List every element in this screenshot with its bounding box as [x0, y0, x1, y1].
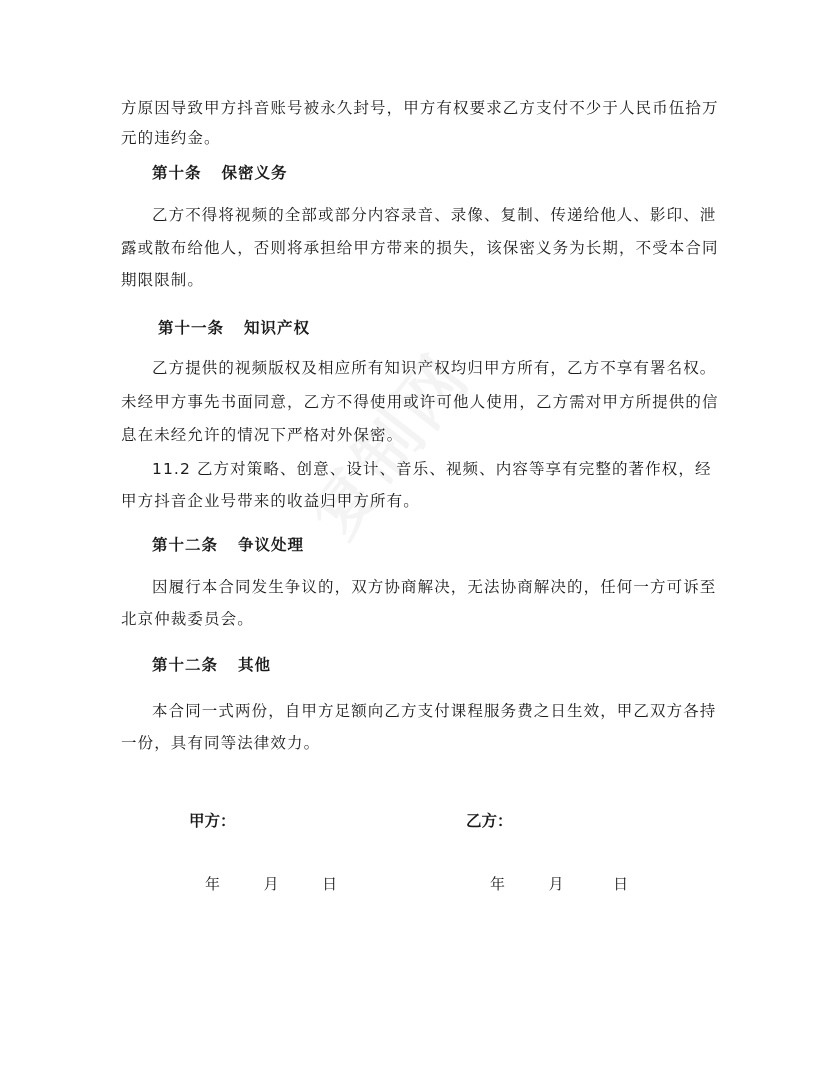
year-label: 年 [490, 875, 506, 893]
paragraph-line: 一份，具有同等法律效力。 [121, 734, 321, 752]
section-number: 第十一条 [158, 319, 225, 337]
section-number: 第十条 [152, 164, 202, 182]
paragraph-line: 未经甲方事先书面同意，乙方不得使用或许可他人使用，乙方需对甲方所提供的信 [121, 393, 719, 411]
section-number: 第十二条 [152, 536, 219, 554]
month-label: 月 [548, 875, 564, 893]
section-heading-11 [158, 318, 310, 338]
section-heading-10 [152, 163, 288, 183]
paragraph-line: 元的违约金。 [121, 129, 221, 147]
section-heading-12 [152, 535, 304, 555]
month-label: 月 [263, 875, 279, 893]
day-label: 日 [322, 875, 338, 893]
section-number: 第十二条 [152, 656, 219, 674]
section-heading-13 [152, 655, 271, 675]
section-title: 其他 [238, 656, 272, 674]
year-label: 年 [205, 875, 221, 893]
paragraph-line: 露或散布给他人，否则将承担给甲方带来的损失，该保密义务为长期，不受本合同 [121, 239, 719, 257]
paragraph-line: 期限限制。 [121, 271, 205, 289]
paragraph-line: 因履行本合同发生争议的，双方协商解决，无法协商解决的，任何一方可诉至 [152, 578, 717, 596]
party-b-signature-label: 乙方： [466, 812, 513, 830]
paragraph-line: 乙方提供的视频版权及相应所有知识产权均归甲方所有，乙方不享有署名权。 [152, 359, 717, 377]
party-a-signature-label: 甲方： [189, 812, 236, 830]
section-title: 争议处理 [238, 536, 305, 554]
paragraph-line: 北京仲裁委员会。 [121, 610, 254, 628]
paragraph-line: 本合同一式两份，自甲方足额向乙方支付课程服务费之日生效，甲乙双方各持 [152, 702, 717, 720]
paragraph-line: 乙方不得将视频的全部或部分内容录音、录像、复制、传递给他人、影印、泄 [152, 206, 717, 224]
paragraph-line: 11.2 乙方对策略、创意、设计、音乐、视频、内容等享有完整的著作权，经 [152, 460, 712, 478]
section-title: 知识产权 [244, 319, 311, 337]
day-label: 日 [613, 875, 629, 893]
section-title: 保密义务 [221, 164, 288, 182]
paragraph-line: 甲方抖音企业号带来的收益归甲方所有。 [121, 492, 420, 510]
paragraph-line: 方原因导致甲方抖音账号被永久封号，甲方有权要求乙方支付不少于人民币伍拾万 [121, 99, 719, 117]
paragraph-line: 息在未经允许的情况下严格对外保密。 [121, 426, 404, 444]
party-a-date [205, 873, 337, 894]
party-b-date [490, 873, 628, 894]
